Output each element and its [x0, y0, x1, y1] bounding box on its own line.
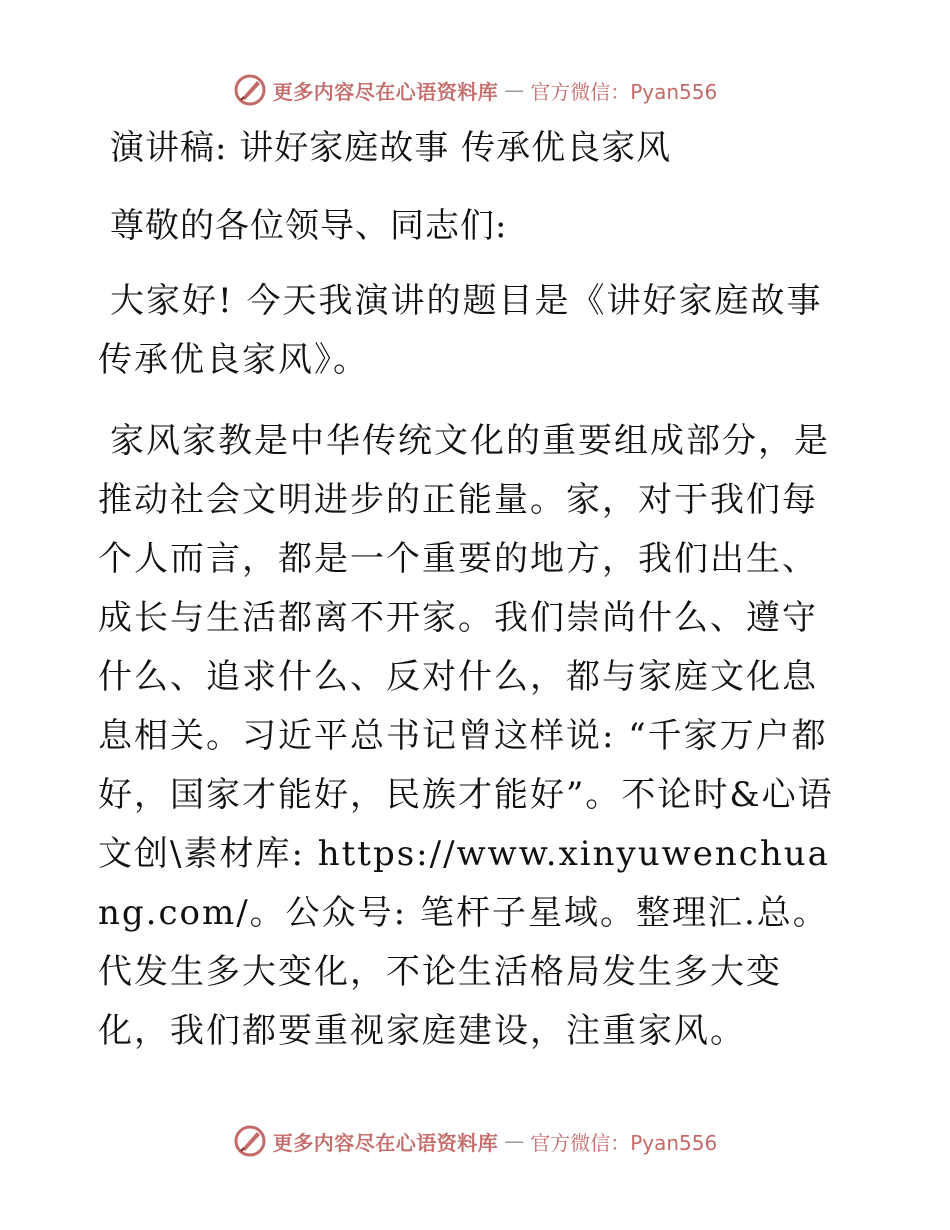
paragraph-main: 家风家教是中华传统文化的重要组成部分，是推动社会文明进步的正能量。家，对于我们每个人而言，都是一个重要的地方，我们出生、成长与生活都离不开家。我们崇尚什么、遵守什么、追求什么、反对什么，都与家庭文化息息相关。习近平总书记曾这样说: “千家万户都好，国家才能好，民族才能好”。不论时&心语文创\素材库: https://www.xinyuwenchuang.com/。公众号: 笔杆子星域。整理汇.总。代发生多大变化，不论生活格局发生多大变化，我们都要重视家庭建设，注重家风。 [98, 421, 834, 1051]
banner-wechat: 官方微信：Pyan556 [530, 79, 718, 104]
document-title: 演讲稿: 讲好家庭故事 传承优良家风 [110, 128, 672, 168]
document-body [98, 124, 852, 1083]
banner-separator: — [504, 1129, 525, 1153]
quill-logo-icon [233, 73, 267, 107]
banner-site-text: 更多内容尽在心语资料库 [272, 79, 499, 104]
banner-separator: — [504, 78, 525, 102]
footer-banner [0, 1123, 950, 1159]
banner-site-text: 更多内容尽在心语资料库 [272, 1130, 499, 1155]
header-banner [0, 72, 950, 108]
quill-logo-icon [233, 1124, 267, 1158]
greeting-line: 尊敬的各位领导、同志们: [110, 206, 508, 246]
paragraph-intro: 大家好! 今天我演讲的题目是《讲好家庭故事 传承优良家风》。 [98, 281, 823, 380]
banner-wechat: 官方微信：Pyan556 [530, 1130, 718, 1155]
